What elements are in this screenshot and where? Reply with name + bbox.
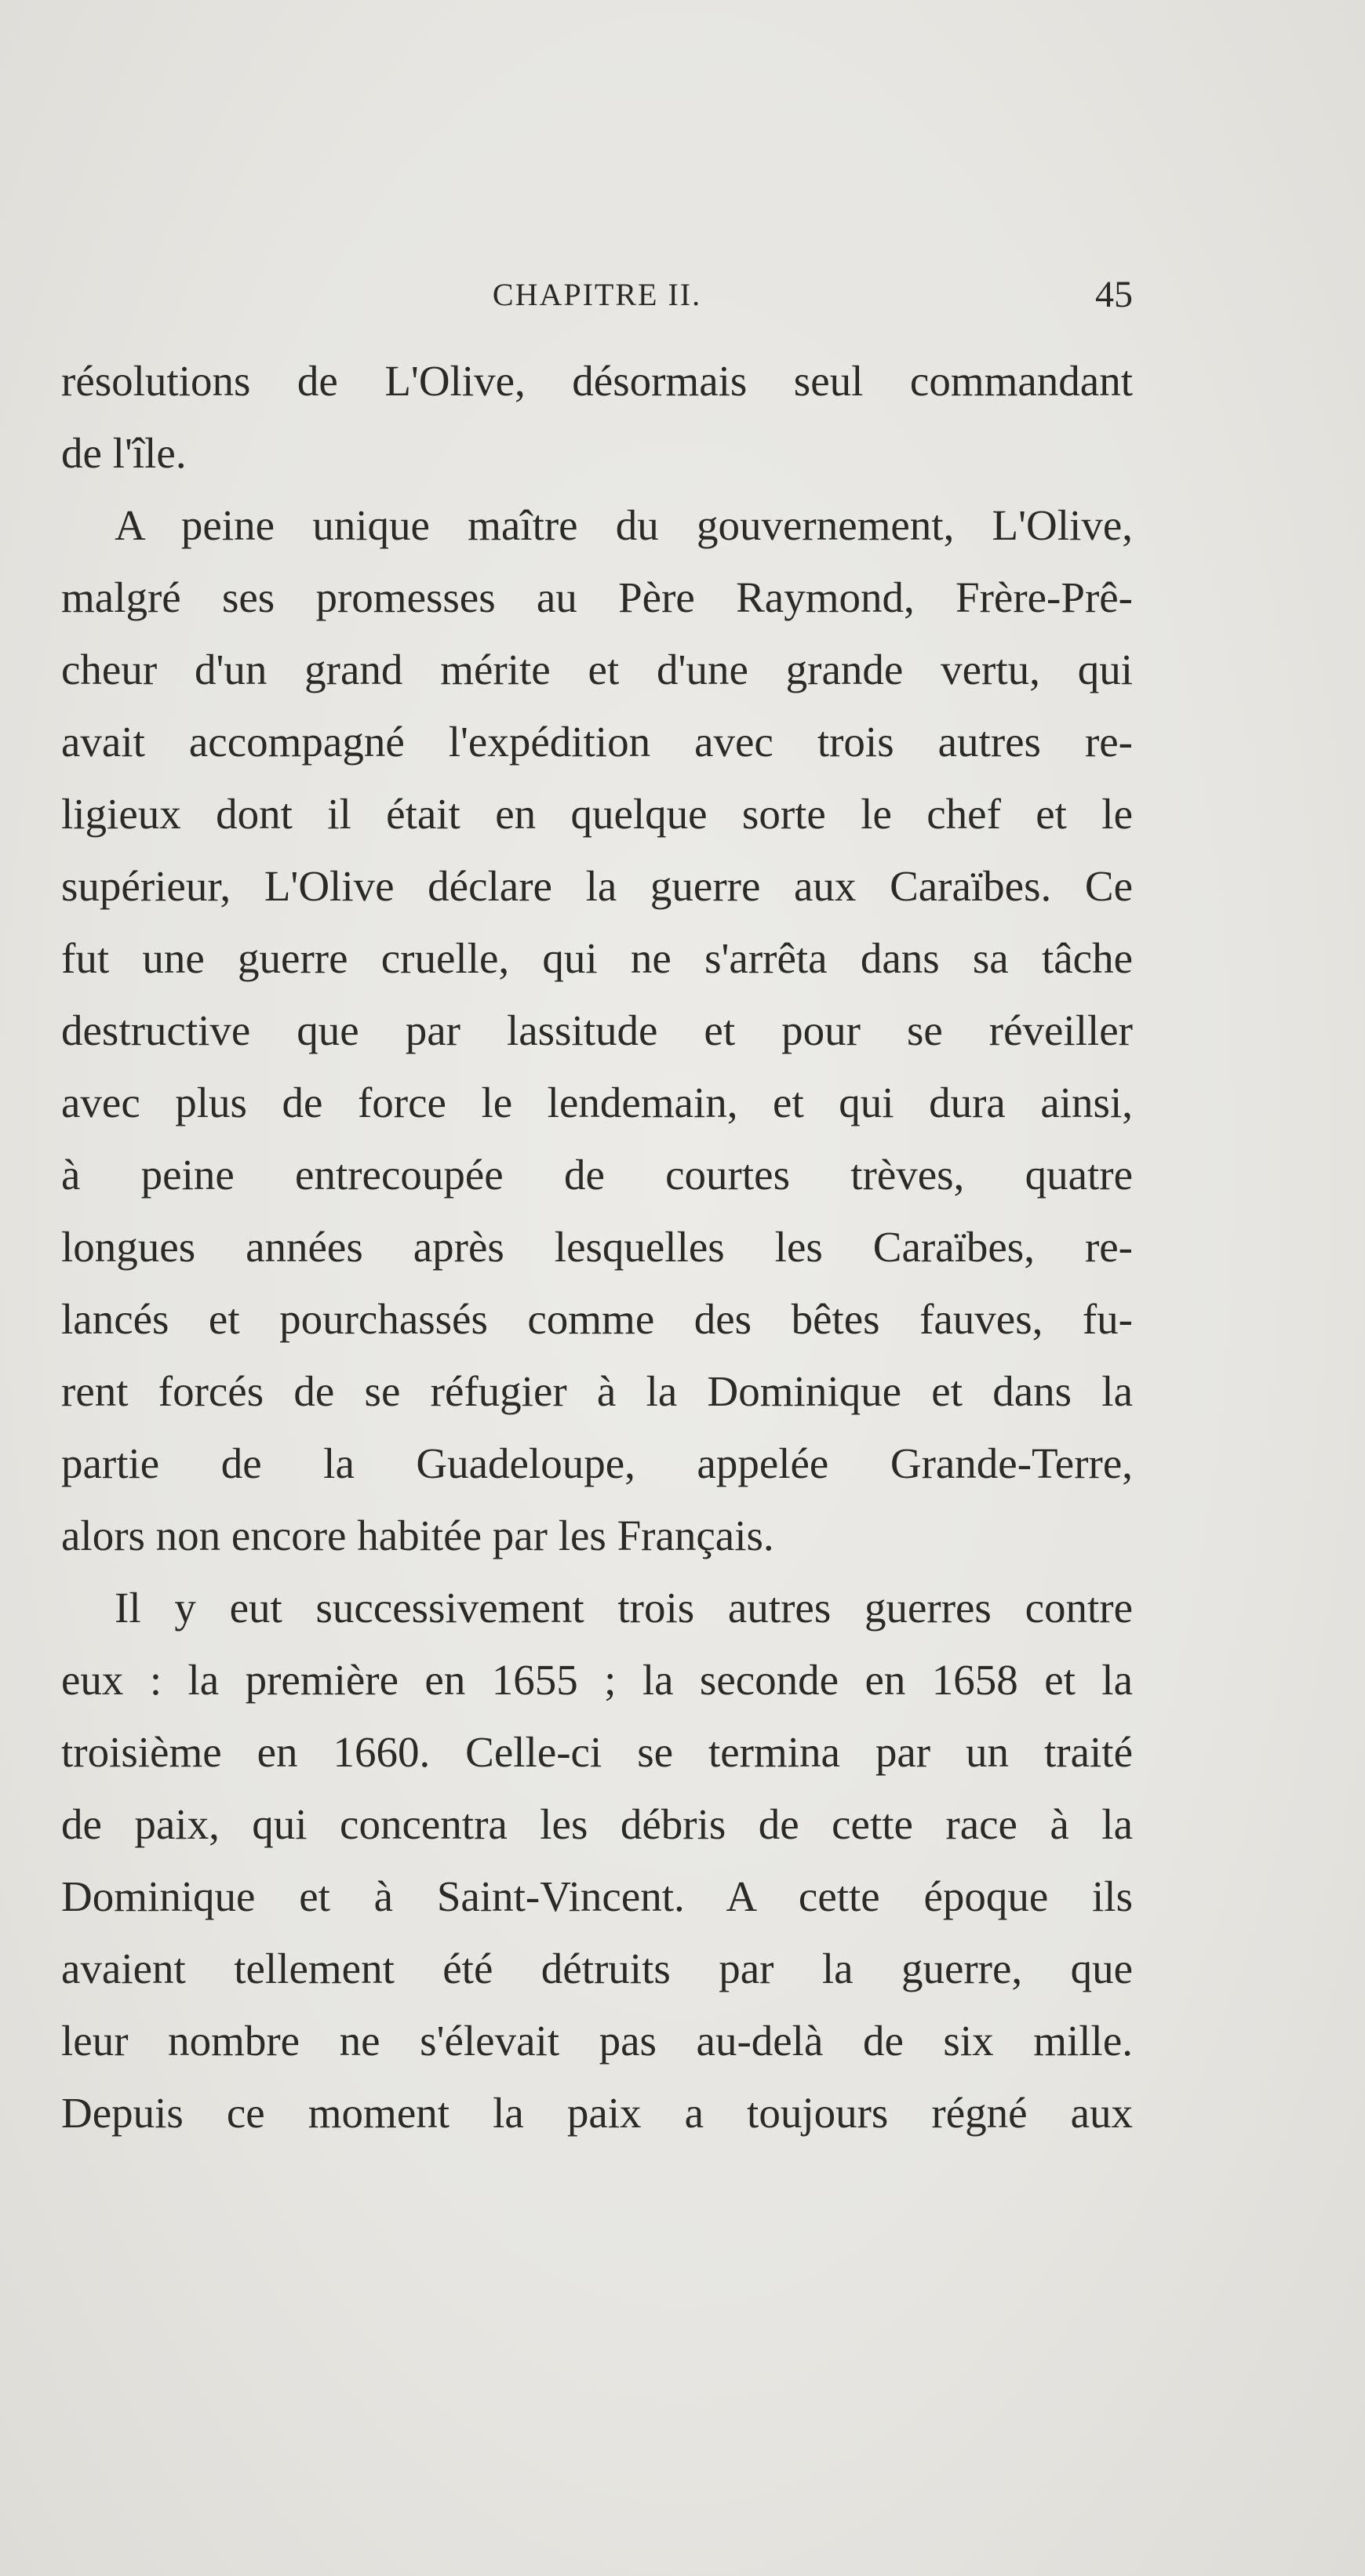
text-line: à peine entrecoupée de courtes trèves, quatre — [61, 1151, 1133, 1199]
text-line: leur nombre ne s'élevait pas au-delà de six mille. — [61, 2017, 1133, 2065]
text-line: ligieux dont il était en quelque sorte le chef et le — [61, 790, 1133, 838]
text-line: Dominique et à Saint-Vincent. A cette époque ils — [61, 1872, 1133, 1920]
running-head: CHAPITRE II. — [492, 277, 702, 312]
text-line: partie de la Guadeloupe, appelée Grande-Terre, — [61, 1439, 1133, 1487]
text-line: de paix, qui concentra les débris de cette race à la — [61, 1800, 1133, 1848]
text-line: destructive que par lassitude et pour se réveiller — [61, 1006, 1133, 1054]
text-line: avait accompagné l'expédition avec trois autres re- — [61, 718, 1133, 766]
text-line: avaient tellement été détruits par la guerre, que — [61, 1945, 1133, 1992]
text-line: cheur d'un grand mérite et d'une grande vertu, qui — [61, 646, 1133, 693]
text-line: longues années après lesquelles les Caraïbes, re- — [61, 1223, 1133, 1271]
text-line: Depuis ce moment la paix a toujours régné aux — [61, 2089, 1133, 2137]
text-line: de l'île. — [61, 429, 187, 477]
text-line: troisième en 1660. Celle-ci se termina par un traité — [61, 1728, 1133, 1776]
text-line: résolutions de L'Olive, désormais seul commandant — [61, 357, 1133, 405]
text-line: supérieur, L'Olive déclare la guerre aux Caraïbes. Ce — [61, 862, 1133, 910]
text-line: avec plus de force le lendemain, et qui dura ainsi, — [61, 1079, 1133, 1126]
text-line: lancés et pourchassés comme des bêtes fauves, fu- — [61, 1295, 1133, 1343]
text-line: fut une guerre cruelle, qui ne s'arrêta dans sa tâche — [61, 934, 1133, 982]
body-text — [61, 345, 1133, 2149]
page-number: 45 — [1095, 274, 1133, 315]
text-line: malgré ses promesses au Père Raymond, Frère-Prê- — [61, 573, 1133, 621]
text-line: alors non encore habitée par les Français. — [61, 1512, 774, 1559]
text-line: A peine unique maître du gouvernement, L'Olive, — [115, 501, 1133, 549]
page-header — [61, 271, 1133, 318]
text-line: Il y eut successivement trois autres guerres contre — [115, 1584, 1133, 1632]
text-line: eux : la première en 1655 ; la seconde en 1658 et la — [61, 1656, 1133, 1704]
text-line: rent forcés de se réfugier à la Dominique et dans la — [61, 1367, 1133, 1415]
